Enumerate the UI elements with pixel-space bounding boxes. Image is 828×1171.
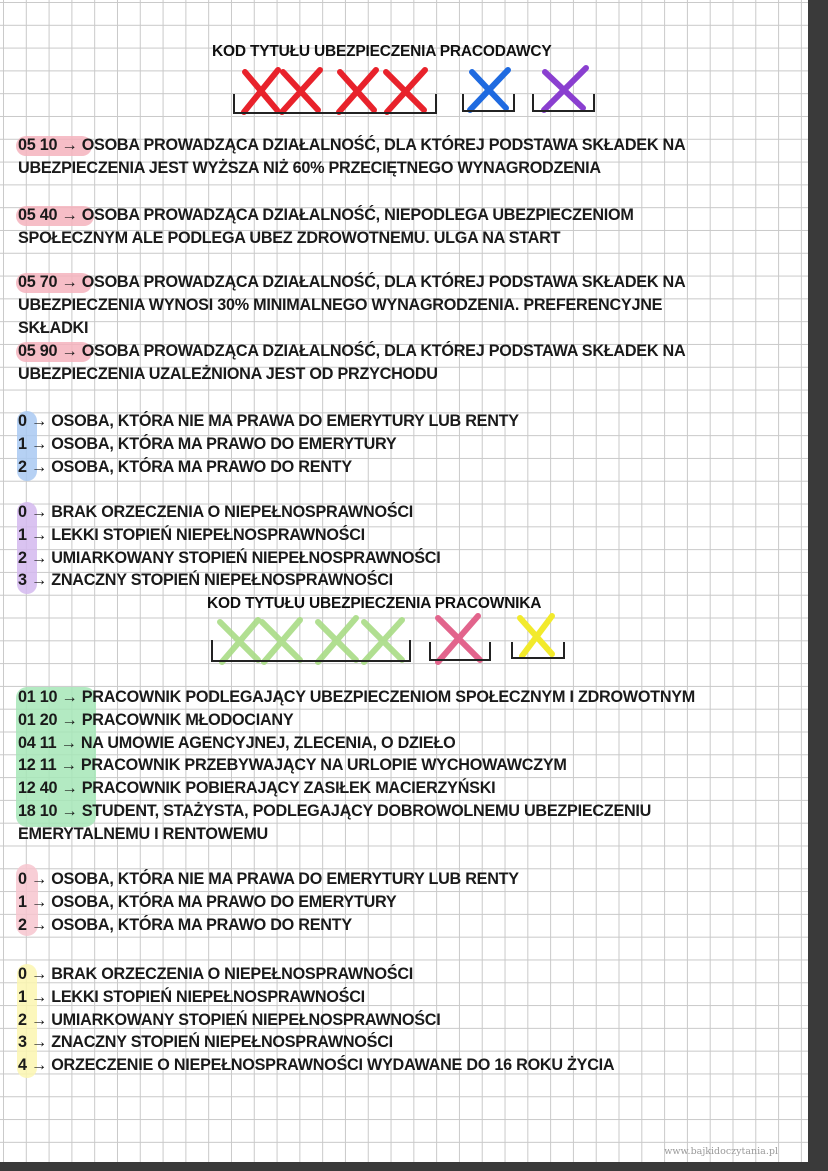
item-text: STUDENT, STAŻYSTA, PODLEGAJĄCY DOBROWOLNEMU UBEZPIECZENIU: [81, 801, 652, 820]
item-text: BRAK ORZECZENIA O NIEPEŁNOSPRAWNOŚCI: [51, 503, 414, 521]
item-code: 0: [18, 870, 27, 888]
list-item: [18, 963, 803, 986]
arrow-glyph: →: [31, 525, 47, 544]
list-item: [18, 433, 803, 456]
item-text: OSOBA, KTÓRA NIE MA PRAWA DO EMERYTURY LUB RENTY: [51, 870, 519, 888]
item-text: OSOBA, KTÓRA MA PRAWO DO RENTY: [51, 457, 352, 476]
item-code: 18 10: [18, 801, 58, 820]
item-code: 1: [18, 987, 27, 1006]
arrow-glyph: →: [61, 206, 78, 224]
text-line: [18, 823, 803, 846]
arrow-glyph: →: [31, 412, 47, 430]
item-code: 0: [18, 412, 27, 430]
list-item: [18, 709, 803, 732]
list-item: [18, 1054, 803, 1077]
employer-disability-list: [18, 501, 803, 592]
item-code: 12 40: [18, 779, 58, 798]
list-item: [18, 524, 803, 547]
item-code: 1: [18, 525, 27, 544]
arrow-glyph: →: [31, 548, 47, 567]
arrow-glyph: →: [61, 710, 78, 729]
employer-code-0510: [18, 134, 803, 180]
item-text: UMIARKOWANY STOPIEŃ NIEPEŁNOSPRAWNOŚCI: [51, 1010, 441, 1029]
item-text: OSOBA PROWADZĄCA DZIAŁALNOŚĆ, DLA KTÓREJ PODSTAWA SKŁADEK NA: [81, 273, 686, 291]
list-item: [18, 410, 803, 433]
employee-title: KOD TYTUŁU UBEZPIECZENIA PRACOWNIKA: [207, 595, 542, 612]
item-code: 05 10: [18, 136, 58, 154]
employee-disability-list: [18, 963, 803, 1077]
item-text: BRAK ORZECZENIA O NIEPEŁNOSPRAWNOŚCI: [51, 965, 414, 983]
arrow-glyph: →: [61, 136, 78, 154]
item-text: OSOBA, KTÓRA MA PRAWO DO RENTY: [51, 915, 352, 934]
item-text: LEKKI STOPIEŃ NIEPEŁNOSPRAWNOŚCI: [51, 987, 365, 1006]
item-code: 01 20: [18, 710, 58, 729]
arrow-glyph: →: [31, 965, 47, 983]
green-bracket: [212, 640, 410, 661]
arrow-glyph: →: [60, 756, 77, 775]
list-item: [18, 732, 803, 755]
item-text: OSOBA PROWADZĄCA DZIAŁALNOŚĆ, DLA KTÓREJ PODSTAWA SKŁADEK NA: [81, 342, 686, 360]
employer-code-0590: [18, 340, 803, 386]
list-item: [18, 501, 803, 524]
list-item: [18, 986, 803, 1009]
item-text: NA UMOWIE AGENCYJNEJ, ZLECENIA, O DZIEŁO: [80, 733, 456, 752]
red-x-marks: [244, 70, 425, 112]
item-text: OSOBA, KTÓRA MA PRAWO DO EMERYTURY: [51, 892, 397, 911]
text-line: [18, 340, 803, 363]
item-code: 2: [18, 548, 27, 567]
item-code: 0: [18, 503, 27, 521]
list-item: [18, 754, 803, 777]
item-code: 05 40: [18, 206, 58, 224]
arrow-glyph: →: [60, 733, 77, 752]
watermark: www.bajkidoczytania.pl: [664, 1146, 778, 1157]
item-text: ORZECZENIE O NIEPEŁNOSPRAWNOŚCI WYDAWANE DO 16 ROKU ŻYCIA: [51, 1056, 615, 1075]
item-code: 05 70: [18, 273, 58, 291]
item-text: OSOBA, KTÓRA MA PRAWO DO EMERYTURY: [51, 434, 397, 453]
item-code: 4: [18, 1056, 27, 1075]
red-bracket: [234, 94, 436, 113]
arrow-glyph: →: [31, 1056, 47, 1075]
item-text: SPOŁECZNYM ALE PODLEGA UBEZ ZDROWOTNEMU. ULGA NA START: [18, 228, 561, 247]
arrow-glyph: →: [31, 1010, 47, 1029]
item-text: UBEZPIECZENIA UZALEŻNIONA JEST OD PRZYCHODU: [18, 364, 438, 383]
item-text: PRACOWNIK POBIERAJĄCY ZASIŁEK MACIERZYŃSKI: [81, 779, 496, 798]
item-text: OSOBA, KTÓRA NIE MA PRAWA DO EMERYTURY LUB RENTY: [51, 412, 519, 430]
list-item: [18, 456, 803, 479]
employer-code-0540: [18, 204, 803, 250]
blue-bracket: [463, 94, 514, 111]
text-line: [18, 204, 803, 227]
arrow-glyph: →: [61, 688, 78, 706]
purple-bracket: [533, 94, 594, 111]
text-line: [18, 363, 803, 386]
text-line: [18, 294, 803, 317]
item-code: 3: [18, 571, 27, 590]
item-text: PRACOWNIK MŁODOCIANY: [81, 710, 294, 729]
arrow-glyph: →: [31, 987, 47, 1006]
item-text: UBEZPIECZENIA JEST WYŻSZA NIŻ 60% PRZECIĘTNEGO WYNAGRODZENIA: [18, 158, 601, 177]
item-text: OSOBA PROWADZĄCA DZIAŁALNOŚĆ, DLA KTÓREJ PODSTAWA SKŁADEK NA: [81, 136, 686, 154]
yellow-bracket: [512, 642, 564, 658]
item-text: EMERYTALNEMU I RENTOWEMU: [18, 824, 268, 843]
item-text: PRACOWNIK PRZEBYWAJĄCY NA URLOPIE WYCHOWAWCZYM: [80, 756, 567, 775]
green-x-marks: [220, 618, 402, 662]
item-code: 3: [18, 1033, 27, 1052]
item-text: SKŁADKI: [18, 318, 89, 337]
list-item: [18, 800, 803, 823]
arrow-glyph: →: [61, 342, 78, 360]
arrow-glyph: →: [61, 801, 78, 820]
list-item: [18, 547, 803, 570]
item-text: LEKKI STOPIEŃ NIEPEŁNOSPRAWNOŚCI: [51, 525, 365, 544]
item-code: 1: [18, 434, 27, 453]
item-code: 2: [18, 915, 27, 934]
list-item: [18, 569, 803, 592]
item-text: PRACOWNIK PODLEGAJĄCY UBEZPIECZENIOM SPOŁECZNYM I ZDROWOTNYM: [81, 688, 696, 706]
text-line: [18, 227, 803, 250]
arrow-glyph: →: [31, 457, 47, 476]
arrow-glyph: →: [31, 892, 47, 911]
text-line: [18, 157, 803, 180]
arrow-glyph: →: [31, 870, 47, 888]
list-item: [18, 777, 803, 800]
arrow-glyph: →: [31, 1033, 47, 1052]
pink-bracket: [430, 642, 490, 660]
list-item: [18, 1031, 803, 1054]
list-item: [18, 868, 803, 891]
arrow-glyph: →: [31, 571, 47, 590]
item-code: 12 11: [18, 756, 57, 775]
item-code: 0: [18, 965, 27, 983]
text-line: [18, 317, 803, 340]
item-code: 2: [18, 1010, 27, 1029]
arrow-glyph: →: [31, 915, 47, 934]
pink-x-mark: [438, 616, 480, 662]
employer-code-0570: [18, 271, 803, 339]
item-code: 1: [18, 892, 27, 911]
arrow-glyph: →: [31, 503, 47, 521]
item-text: UMIARKOWANY STOPIEŃ NIEPEŁNOSPRAWNOŚCI: [51, 548, 441, 567]
item-code: 01 10: [18, 688, 58, 706]
arrow-glyph: →: [61, 273, 78, 291]
text-line: [18, 134, 803, 157]
item-text: ZNACZNY STOPIEŃ NIEPEŁNOSPRAWNOŚCI: [51, 571, 393, 590]
employee-pension-list: [18, 868, 803, 936]
list-item: [18, 891, 803, 914]
purple-x-mark: [544, 68, 586, 110]
arrow-glyph: →: [61, 779, 78, 798]
employee-codes-list: [18, 686, 803, 846]
employer-title: KOD TYTUŁU UBEZPIECZENIA PRACODAWCY: [212, 43, 552, 60]
list-item: [18, 914, 803, 937]
item-code: 05 90: [18, 342, 58, 360]
item-code: 04 11: [18, 733, 57, 752]
item-text: UBEZPIECZENIA WYNOSI 30% MINIMALNEGO WYNAGRODZENIA. PREFERENCYJNE: [18, 295, 663, 314]
item-text: ZNACZNY STOPIEŃ NIEPEŁNOSPRAWNOŚCI: [51, 1033, 393, 1052]
employer-pension-list: [18, 410, 803, 478]
yellow-x-mark: [520, 616, 552, 656]
blue-x-mark: [470, 70, 508, 110]
arrow-glyph: →: [31, 434, 47, 453]
text-line: [18, 271, 803, 294]
item-code: 2: [18, 457, 27, 476]
list-item: [18, 686, 803, 709]
list-item: [18, 1009, 803, 1032]
item-text: OSOBA PROWADZĄCA DZIAŁALNOŚĆ, NIEPODLEGA UBEZPIECZENIOM: [81, 206, 634, 224]
